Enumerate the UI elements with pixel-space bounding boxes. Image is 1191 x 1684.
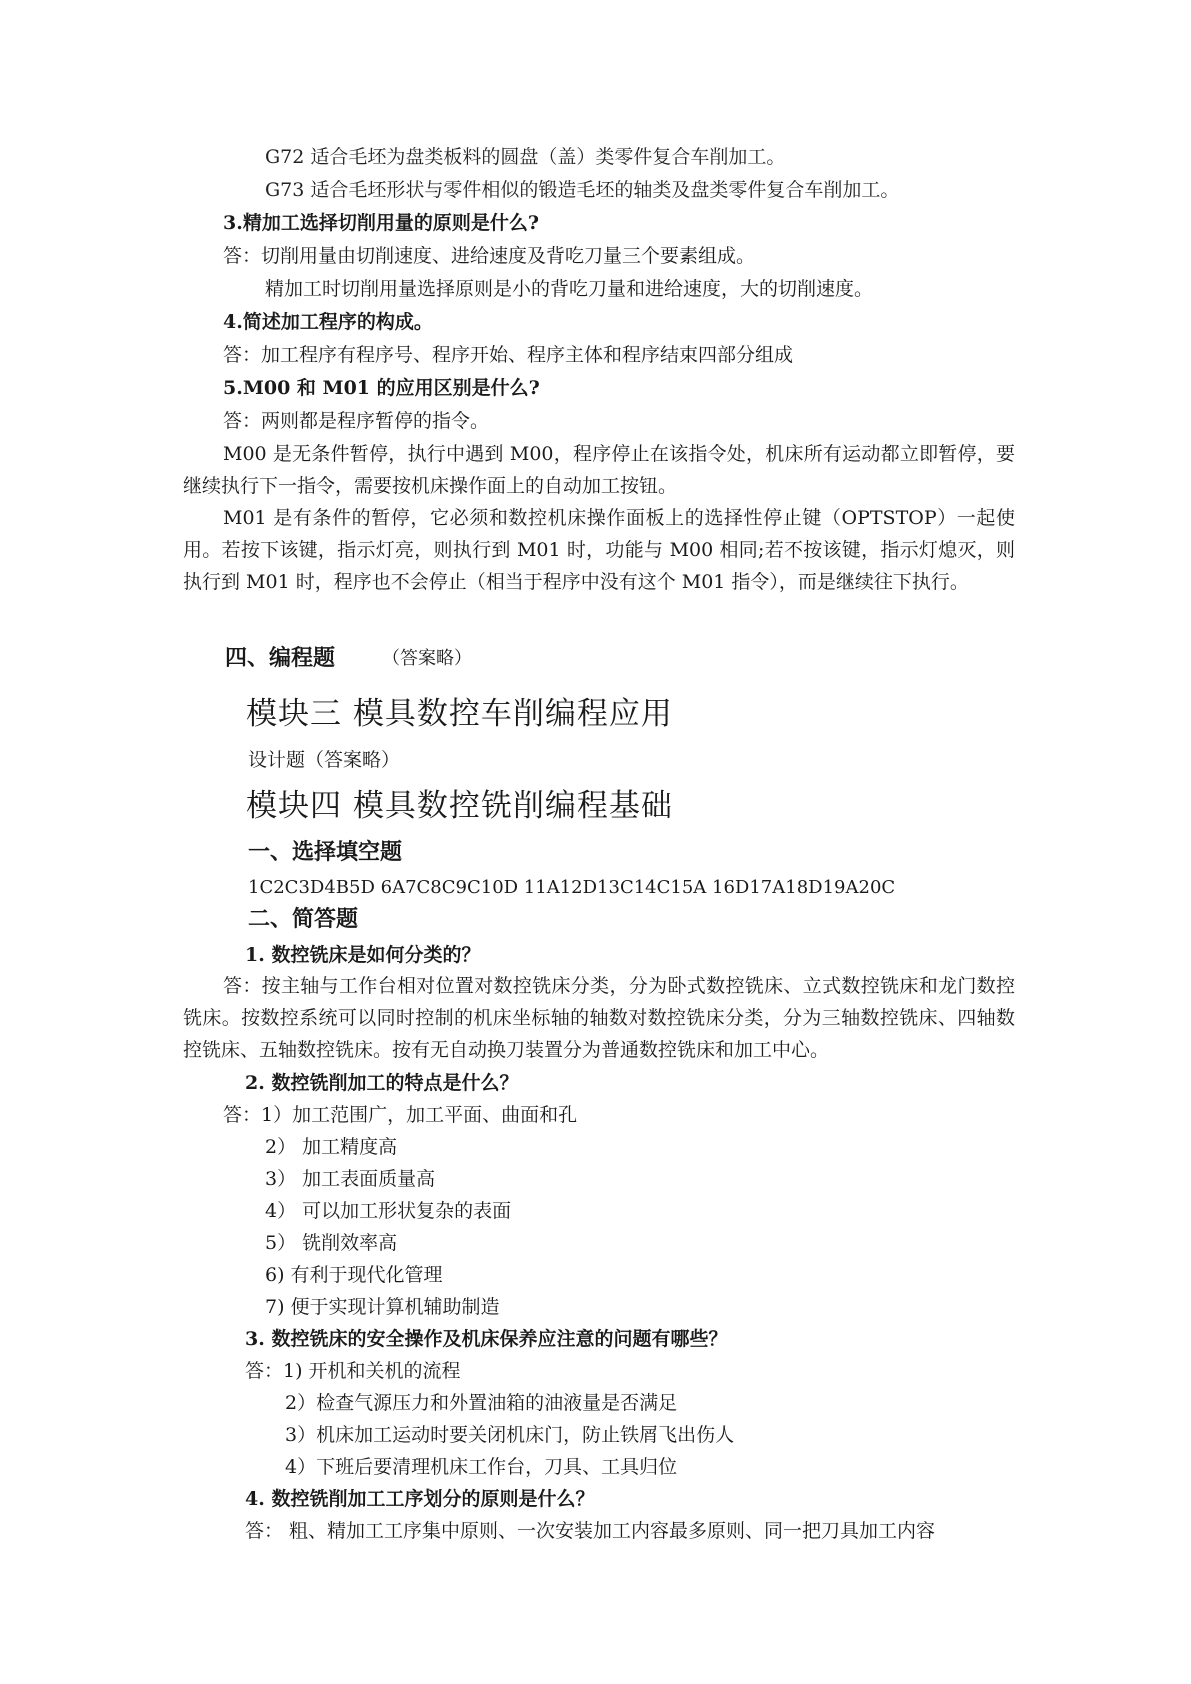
- m4-answer-1: 答：按主轴与工作台相对位置对数控铣床分类，分为卧式数控铣床、立式数控铣床和龙门数控铣床。按数控系统可以同时控制的机床坐标轴的轴数对数控铣床分类，分为三轴数控铣床、四轴数控铣床、五轴数控铣床。按有无自动换刀装置分为普通数控铣床和加工中心。: [183, 975, 1015, 1061]
- question-5: 5.M00 和 M01 的应用区别是什么?: [223, 377, 540, 399]
- m4-answer-2-item: 3） 加工表面质量高: [265, 1168, 436, 1190]
- m4-answer-2-item: 答：1）加工范围广，加工平面、曲面和孔: [223, 1104, 578, 1126]
- m4-question-4: 4. 数控铣削加工工序划分的原则是什么？: [245, 1488, 595, 1510]
- section-2-title: 二、简答题: [248, 907, 359, 932]
- answer-5-m00-paragraph: M00 是无条件暂停，执行中遇到 M00，程序停止在该指令处，机床所有运动都立即暂停，要继续执行下一指令，需要按机床操作面上的自动加工按钮。: [183, 443, 1015, 497]
- answer-5-line-1: 答：两则都是程序暂停的指令。: [223, 410, 490, 432]
- g72-line: G72 适合毛坯为盘类板料的圆盘（盖）类零件复合车削加工。: [265, 146, 786, 168]
- m4-answer-3-item: 3）机床加工运动时要关闭机床门，防止铁屑飞出伤人: [285, 1424, 735, 1446]
- m4-question-1: 1. 数控铣床是如何分类的？: [245, 944, 481, 966]
- m4-answer-3-item: 答：1) 开机和关机的流程: [245, 1360, 461, 1382]
- m4-answer-2-item: 7) 便于实现计算机辅助制造: [265, 1296, 500, 1318]
- question-3: 3.精加工选择切削用量的原则是什么?: [223, 212, 539, 234]
- section-4-title: 四、编程题: [225, 646, 336, 671]
- m4-answer-3-item: 4）下班后要清理机床工作台，刀具、工具归位: [285, 1456, 678, 1478]
- m4-question-2: 2. 数控铣削加工的特点是什么？: [245, 1072, 519, 1094]
- section-1-title: 一、选择填空题: [248, 840, 403, 865]
- module-4-title: 模块四 模具数控铣削编程基础: [246, 788, 673, 824]
- m4-question-3: 3. 数控铣床的安全操作及机床保养应注意的问题有哪些？: [245, 1328, 728, 1350]
- question-4: 4.简述加工程序的构成。: [223, 311, 433, 333]
- m4-answer-2-item: 6) 有利于现代化管理: [265, 1264, 443, 1286]
- answer-5-m01-paragraph: M01 是有条件的暂停，它必须和数控机床操作面板上的选择性停止键（OPTSTOP）一起使用。若按下该键，指示灯亮，则执行到 M01 时，功能与 M00 相同;若不按该键，指示灯熄灭，则执行到 M01 时，程序也不会停止（相当于程序中没有这个 M01 指令），而是继续往下执行。: [183, 507, 1015, 593]
- module-3-design: 设计题（答案略）: [248, 749, 401, 771]
- m4-answer-3-item: 2）检查气源压力和外置油箱的油液量是否满足: [285, 1392, 678, 1414]
- g73-line: G73 适合毛坯形状与零件相似的锻造毛坯的轴类及盘类零件复合车削加工。: [265, 179, 900, 201]
- m4-answer-2-item: 2） 加工精度高: [265, 1136, 398, 1158]
- section-1-answers: 1C2C3D4B5D 6A7C8C9C10D 11A12D13C14C15A 16D17A18D19A20C: [248, 877, 896, 898]
- module-3-title: 模块三 模具数控车削编程应用: [246, 696, 673, 732]
- answer-4: 答：加工程序有程序号、程序开始、程序主体和程序结束四部分组成: [223, 344, 794, 366]
- m4-answer-4: 答： 粗、精加工工序集中原则、一次安装加工内容最多原则、同一把刀具加工内容: [245, 1520, 936, 1542]
- m4-answer-2-item: 4） 可以加工形状复杂的表面: [265, 1200, 512, 1222]
- answer-3-line-1: 答：切削用量由切削速度、进给速度及背吃刀量三个要素组成。: [223, 245, 756, 267]
- answer-3-line-2: 精加工时切削用量选择原则是小的背吃刀量和进给速度，大的切削速度。: [265, 278, 874, 300]
- section-4-note: （答案略）: [382, 648, 472, 669]
- m4-answer-2-item: 5） 铣削效率高: [265, 1232, 398, 1254]
